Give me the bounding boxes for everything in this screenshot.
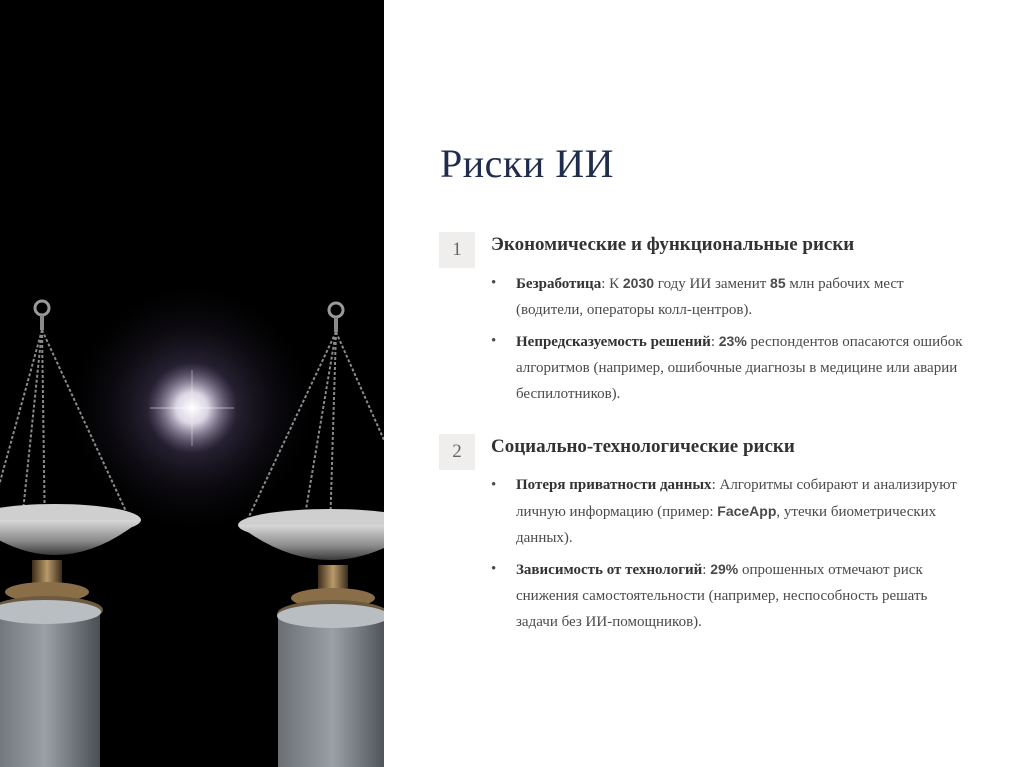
bullet-text: млн рабочих мест (водители, операторы колл-центров). bbox=[516, 276, 904, 318]
bullet-text: респондентов опасаются ошибок алгоритмов (например, ошибочные диагнозы в медицине или аварии беспилотников). bbox=[516, 334, 963, 402]
bullet-label: Потеря приватности данных bbox=[516, 477, 712, 493]
slide-content bbox=[384, 0, 1024, 767]
bullet-icon: • bbox=[491, 477, 497, 493]
bullet-brand: FaceApp bbox=[717, 503, 777, 519]
bullet-label: Безработица bbox=[516, 276, 602, 292]
bullet-number: 23% bbox=[718, 333, 747, 349]
bullet-number: 29% bbox=[710, 561, 739, 577]
bullet-icon: • bbox=[491, 333, 497, 349]
list-item bbox=[491, 556, 971, 635]
bullet-text: : bbox=[710, 334, 719, 350]
scales-photo bbox=[0, 0, 384, 767]
bullet-label: Зависимость от технологий bbox=[516, 562, 703, 578]
section-title: Социально-технологические риски bbox=[491, 436, 795, 457]
bullet-text: году ИИ заменит bbox=[654, 276, 771, 292]
section-title: Экономические и функциональные риски bbox=[491, 234, 855, 255]
bullet-text: : К bbox=[601, 276, 623, 292]
list-item bbox=[491, 270, 971, 323]
bullet-icon: • bbox=[491, 561, 497, 577]
scales-of-justice-icon bbox=[0, 0, 384, 767]
bullet-number: 2030 bbox=[622, 275, 655, 291]
bullet-text: , утечки биометрических данных). bbox=[516, 504, 937, 546]
section-number-badge: 2 bbox=[439, 434, 475, 470]
bullet-text: : bbox=[702, 562, 711, 578]
page-title: Риски ИИ bbox=[440, 141, 615, 186]
bullet-label: Непредсказуемость решений bbox=[516, 334, 711, 350]
section-number-badge: 1 bbox=[439, 232, 475, 268]
bullet-list bbox=[491, 270, 971, 412]
bullet-text: : Алгоритмы собирают и анализируют личную информацию (пример: bbox=[516, 477, 957, 520]
bullet-icon: • bbox=[491, 275, 497, 291]
list-item bbox=[491, 472, 971, 551]
bullet-text: опрошенных отмечают риск снижения самостоятельности (например, неспособность решать задачи без ИИ-помощников). bbox=[516, 562, 928, 630]
bullet-list bbox=[491, 472, 971, 640]
bullet-number: 85 bbox=[770, 275, 786, 291]
list-item bbox=[491, 328, 971, 407]
